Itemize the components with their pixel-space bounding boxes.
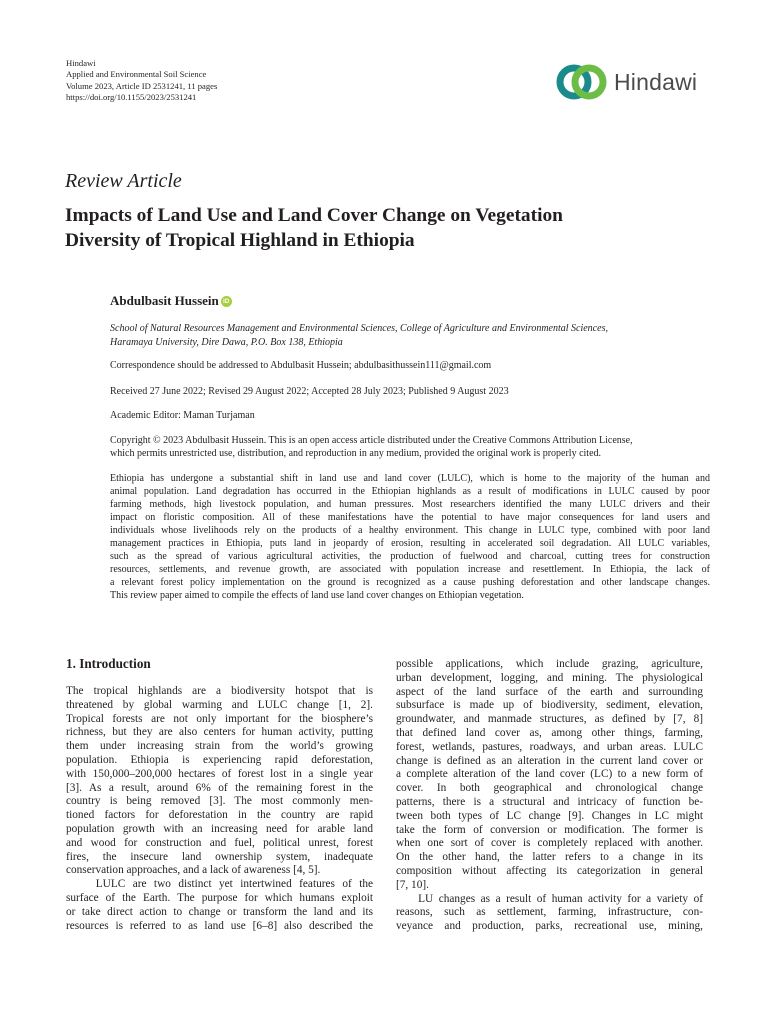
abstract-line: a relevant forest policy implementation on the ground is recognized as a cause pushing deforestation and other landscape changes. [110,577,710,588]
body-line: veyance and production, parks, recreational use, mining, [396,920,703,933]
hindawi-logo [556,62,716,102]
affiliation [110,322,710,349]
volume-info: Volume 2023, Article ID 2531241, 11 pages [66,80,218,91]
hindawi-rings-icon [556,63,608,101]
body-line: The tropical highlands are a biodiversity hotspot that is [66,685,373,697]
author [110,293,232,309]
body-line: reasons, such as settlement, farming, infrastructure, con- [396,906,703,919]
body-line: [7, 10]. [396,878,429,891]
body-line: or take direct action to change or transform the land and its [66,905,373,918]
body-line: and wood for construction and fuel, political unrest, forest [66,836,373,849]
body-line: a complete alteration of the land cover (LC) to a new form of [396,768,703,781]
body-line: [3]. As a result, around 6% of the remaining forest in the [66,781,373,794]
abstract-line: farming methods, high livestock population, and human pressures. Most researchers identified the many LULC drivers and their [110,499,710,510]
copyright-line: which permits unrestricted use, distribution, and reproduction in any medium, provided the original work is properly cited. [110,448,602,459]
academic-editor: Academic Editor: Maman Turjaman [110,410,255,421]
body-line: cover. In both geographical and chronological change [396,782,703,795]
body-line: urban development, logging, and mining. The physiological [396,671,703,684]
body-line: groundwater, and manmade structures, as defined by [7, 8] [396,713,703,726]
orcid-icon[interactable]: iD [221,296,232,307]
body-line: forest, wetlands, pastures, roadways, and urban areas. LULC [396,740,703,753]
publication-dates: Received 27 June 2022; Revised 29 August 2022; Accepted 28 July 2023; Published 9 August 2023 [110,386,509,397]
body-line: richness, but they are also centers for human activity, putting [66,726,373,739]
body-column-left [66,685,373,933]
title-line: Diversity of Tropical Highland in Ethiopia [65,230,415,251]
abstract-line: This review paper aimed to compile the effects of land use land cover changes on Ethiopian vegetation. [110,590,524,601]
article-title [65,203,715,253]
article-type: Review Article [65,170,182,192]
body-line: Tropical forests are not only important for the biosphere’s [66,712,373,725]
abstract-line: individuals whose livelihoods rely on the products of a healthy environment. This change in LULC type, combined with poor land [110,525,710,536]
body-line: patterns, there is a structural and intricacy of function be- [396,795,703,808]
correspondence: Correspondence should be addressed to Abdulbasit Hussein; abdulbasithussein111@gmail.com [110,360,492,371]
publisher-name: Hindawi [66,58,96,68]
abstract-line: resources, settlements, and revenue growth, are associated with population increase and resettlement. In Ethiopia, the lack of [110,564,710,575]
body-line: conservation approaches, and a lack of awareness [4, 5]. [66,864,321,877]
body-line: when one sort of cover is completely replaced with another. [396,837,703,850]
body-line: tioned factors for deforestation in the country are rapid [66,809,373,822]
body-line: resources is referred to as land use [6–8] also described the [66,919,373,932]
body-line: take the form of conversion or modification. The former is [396,823,703,836]
abstract-line: animal population. Land degradation has occurred in the Ethiopian highlands as a result of modifications in LULC caused by poor [110,486,710,497]
body-line: On the other hand, the latter refers to a change in its [396,851,703,864]
affiliation-line: Haramaya University, Dire Dawa, P.O. Box 138, Ethiopia [110,336,343,348]
logo-text: Hindawi [614,68,698,95]
body-line: population. Ethiopia is experiencing rapid deforestation, [66,753,373,766]
journal-name: Applied and Environmental Soil Science [66,69,207,80]
body-line: LU changes as a result of human activity for a variety of [396,892,703,905]
body-line: surface of the Earth. The purpose for which humans exploit [66,891,373,904]
body-line: them under increasing strain from the world’s growing [66,740,373,753]
body-line: that defined land cover as, among other things, farming, [396,726,703,739]
abstract [110,472,710,602]
title-line: Impacts of Land Use and Land Cover Change on Vegetation [65,205,563,226]
abstract-line: such as the spread of various agricultural activities, the production of fuelwood and charcoal, cutting trees for construction [110,551,710,562]
abstract-line: Ethiopia has undergone a substantial shift in land use and land cover (LULC), which is home to the majority of the human and [110,473,710,484]
body-line: LULC are two distinct yet intertwined features of the [66,878,373,891]
section-heading-introduction: 1. Introduction [66,656,151,671]
body-line: tween both types of LC change [9]. Changes in LC might [396,809,703,822]
body-line: country is being removed [3]. The most commonly men- [66,795,373,808]
body-line: fires, the insecure land ownership system, inadequate [66,850,373,863]
body-column-right [396,658,703,934]
body-line: composition without affecting its categorization in general [396,864,703,877]
body-line: population growth with an increasing need for arable land [66,822,373,835]
body-line: subsurface is made up of biodiversity, sediment, elevation, [396,699,703,712]
copyright-line: Copyright © 2023 Abdulbasit Hussein. This is an open access article distributed under the Creative Commons Attribution License, [110,435,633,446]
doi-link[interactable]: https://doi.org/10.1155/2023/2531241 [66,91,197,102]
body-line: threatened by global warming and LULC change [1, 2]. [66,698,373,711]
body-line: change is defined as an alteration in the current land cover or [396,754,703,767]
abstract-line: impact on floristic composition. All of these manifestations have the potential to have major consequences for land users and [110,512,710,523]
copyright-notice [110,434,710,460]
abstract-line: management practices in Ethiopia, puts land in jeopardy of erosion, resulting in accelerated soil degradation. All LULC variables, [110,538,710,549]
body-line: aspect of the land surface of the earth and surrounding [396,685,703,698]
affiliation-line: School of Natural Resources Management and Environmental Sciences, College of Agriculture and Environmental Sciences, [110,323,608,334]
body-line: with 150,000–200,000 hectares of forest lost in a single year [66,767,373,780]
body-line: possible applications, which include grazing, agriculture, [396,658,703,670]
author-name: Abdulbasit Hussein [110,293,219,308]
journal-header [66,58,217,103]
